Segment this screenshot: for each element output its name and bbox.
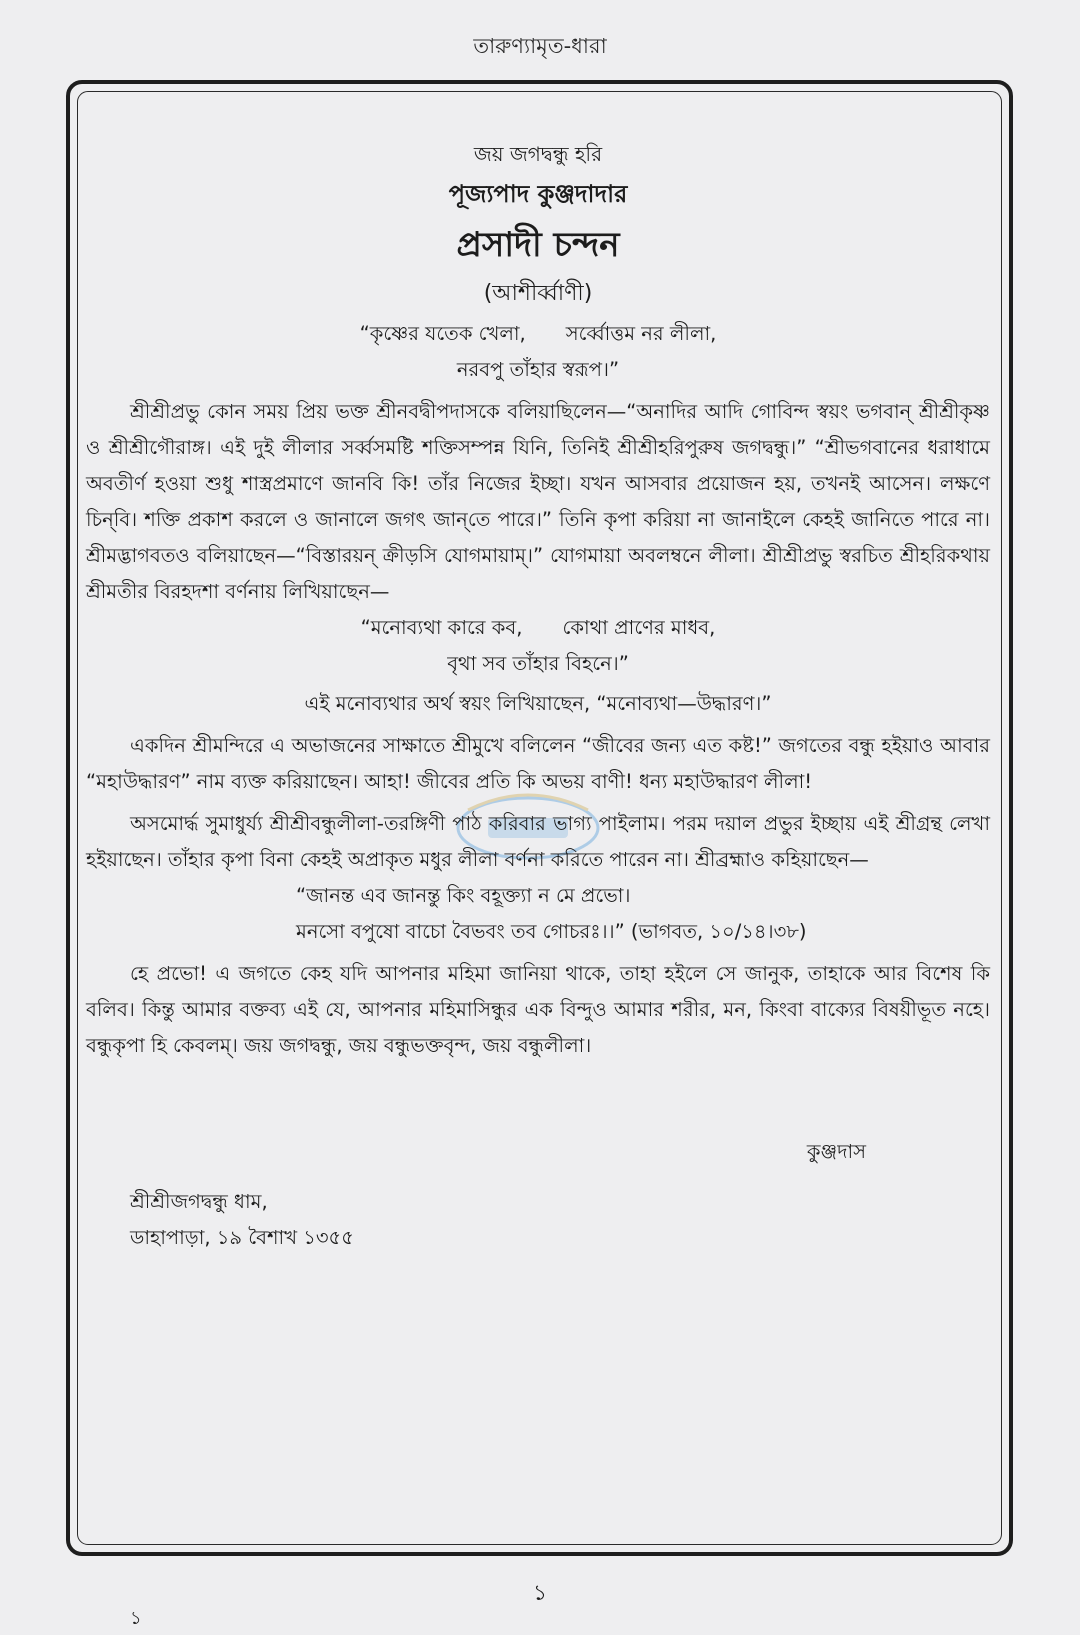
paragraph-4: হে প্রভো! এ জগতে কেহ যদি আপনার মহিমা জানিয়া থাকে, তাহা হইলে সে জানুক, তাহাকে আর বিশেষ কি বলিব। কিন্তু আমার বক্তব্য এই যে, আপনার মহিমাসিন্ধুর এক বিন্দুও আমার শরীর, মন, কিংবা বাক্যের বিষয়ীভূত নহে। বন্ধুকৃপা হি কেবলম্। জয় জগদ্বন্ধু, জয় বন্ধুভক্তবৃন্দ, জয় বন্ধুলীলা। [86,962,990,1057]
verse-1-row-1 [86,316,990,352]
running-head: তারুণ্যামৃত-ধারা [473,34,607,58]
verse-2-line-2: বৃথা সব তাঁহার বিহনে।” [447,652,629,675]
verse-2-line-1a: “মনোব্যথা কারে কব, [360,616,523,639]
sanskrit-line-1: “জানন্ত এব জানন্তু কিং বহূক্ত্যা ন মে প্রভো। [296,884,631,907]
page-title: প্রসাদী চন্দন [456,225,620,265]
meaning-line: এই মনোব্যথার অর্থ স্বয়ং লিখিয়াছেন, “মনোব্যথা—উদ্ধারণ।” [304,692,772,715]
verse-2-row-1 [86,610,990,646]
page-number-left: ১ [130,1608,142,1629]
place-line-1: শ্রীশ্রীজগদ্বন্ধু ধাম, [130,1190,268,1213]
invocation: জয় জগদ্বন্ধু হরি [473,142,603,166]
paragraph-2: একদিন শ্রীমন্দিরে এ অভাজনের সাক্ষাতে শ্রীমুখে বলিলেন “জীবের জন্য এত কষ্ট!” জগতের বন্ধু হইয়াও আবার “মহাউদ্ধারণ” নাম ব্যক্ত করিয়াছেন। আহা! জীবের প্রতি কি অভয় বাণী! ধন্য মহাউদ্ধারণ লীলা! [86,734,990,793]
signature: কুঞ্জদাস [806,1140,866,1163]
verse-1-line-2: নরবপু তাঁহার স্বরূপ।” [456,358,620,381]
paragraph-1: শ্রীশ্রীপ্রভু কোন সময় প্রিয় ভক্ত শ্রীনবদ্বীপদাসকে বলিয়াছিলেন—“অনাদির আদি গোবিন্দ স্বয়ং ভগবান্ শ্রীশ্রীকৃষ্ণ ও শ্রীশ্রীগৌরাঙ্গ। এই দুই লীলার সর্ব্বসমষ্টি শক্তিসম্পন্ন যিনি, তিনিই শ্রীশ্রীহরিপুরুষ জগদ্বন্ধু।” “শ্রীভগবানের ধরাধামে অবতীর্ণ হওয়া শুধু শাস্ত্রপ্রমাণে জানবি কি! তাঁর নিজের ইচ্ছা। যখন আসবার প্রয়োজন হয়, তখনই আসেন। লক্ষণে চিন্‌বি। শক্তি প্রকাশ করলে ও জানালে জগৎ জান্‌তে পারে।” তিনি কৃপা করিয়া না জানাইলে কেহই জানিতে পারে না। শ্রীমদ্ভাগবতও বলিয়াছেন—“বিস্তারয়ন্ ক্রীড়সি যোগমায়াম্।” যোগমায়া অবলম্বনে লীলা। শ্রীশ্রীপ্রভু স্বরচিত শ্রীহরিকথায় শ্রীমতীর বিরহদশা বর্ণনায় লিখিয়াছেন— [86,400,990,603]
paragraph-3: অসমোর্দ্ধ সুমাধুর্য্য শ্রীশ্রীবন্ধুলীলা-তরঙ্গিণী পাঠ করিবার ভাগ্য পাইলাম। পরম দয়াল প্রভুর ইচ্ছায় এই শ্রীগ্রন্থ লেখা হইয়াছেন। তাঁহার কৃপা বিনা কেহই অপ্রাকৃত মধুর লীলা বর্ণনা করিতে পারেন না। শ্রীব্রহ্মাও কহিয়াছেন— [86,812,990,871]
verse-1-line-1a: “কৃষ্ণের যতেক খেলা, [359,322,526,345]
page-content [86,128,990,1256]
place-line-2: ডাহাপাড়া, ১৯ বৈশাখ ১৩৫৫ [130,1226,354,1249]
verse-2-line-1b: কোথা প্রাণের মাধব, [562,616,716,639]
author-line: পূজ্যপাদ কুঞ্জদাদার [448,180,628,208]
page-number: ১ [532,1581,548,1606]
verse-1-line-1b: সর্ব্বোত্তম নর লীলা, [565,322,717,345]
sanskrit-line-2: মনসো বপুষো বাচো বৈভবং তব গোচরঃ।।” (ভাগবত, ১০/১৪।৩৮) [296,920,807,943]
page-subtitle: (আশীর্ব্বাণী) [483,281,593,306]
